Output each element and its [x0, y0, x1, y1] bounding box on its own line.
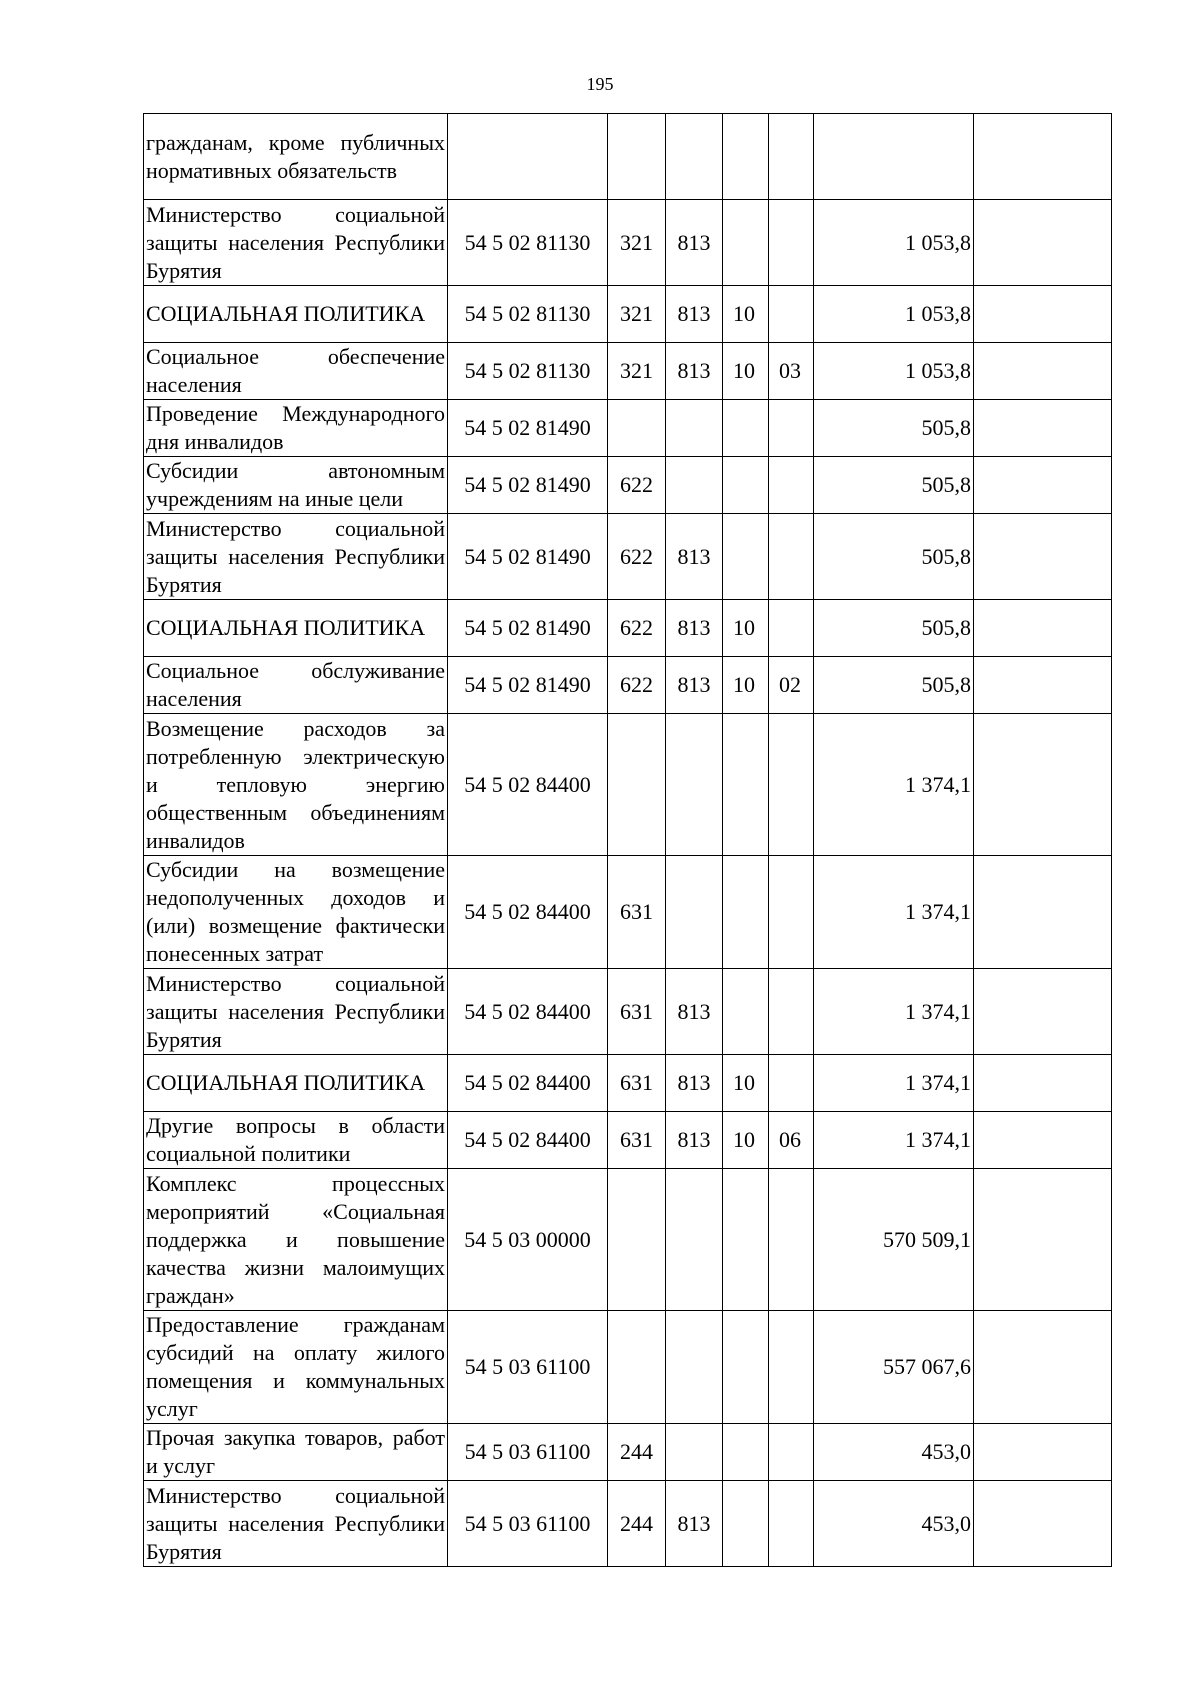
cell-name: СОЦИАЛЬНАЯ ПОЛИТИКА: [144, 286, 448, 343]
cell-grbs: [666, 1311, 723, 1424]
cell-name: СОЦИАЛЬНАЯ ПОЛИТИКА: [144, 1055, 448, 1112]
cell-subsection: [769, 400, 814, 457]
cell-name: Министерство социальной защиты населения Республики Бурятия: [144, 514, 448, 600]
cell-amount: 453,0: [814, 1481, 974, 1567]
cell-target-code: 54 5 03 00000: [448, 1169, 608, 1311]
table-row: [144, 1112, 1112, 1169]
cell-grbs: 813: [666, 1481, 723, 1567]
cell-expense-type: 244: [608, 1481, 666, 1567]
cell-extra: [974, 1112, 1112, 1169]
cell-subsection: [769, 1481, 814, 1567]
cell-expense-type: 244: [608, 1424, 666, 1481]
cell-grbs: 813: [666, 286, 723, 343]
cell-extra: [974, 1055, 1112, 1112]
cell-grbs: [666, 856, 723, 969]
cell-amount: 453,0: [814, 1424, 974, 1481]
cell-subsection: [769, 1169, 814, 1311]
cell-subsection: [769, 856, 814, 969]
cell-grbs: [666, 1169, 723, 1311]
cell-extra: [974, 200, 1112, 286]
cell-section: 10: [723, 1112, 769, 1169]
cell-amount: 505,8: [814, 457, 974, 514]
table-row: [144, 343, 1112, 400]
table-row: [144, 969, 1112, 1055]
cell-target-code: 54 5 02 84400: [448, 1055, 608, 1112]
cell-section: 10: [723, 657, 769, 714]
table-row: [144, 400, 1112, 457]
cell-expense-type: 631: [608, 1112, 666, 1169]
cell-grbs: [666, 400, 723, 457]
cell-name: Предоставление гражданам субсидий на оплату жилого помещения и коммунальных услуг: [144, 1311, 448, 1424]
cell-target-code: 54 5 02 81490: [448, 657, 608, 714]
cell-expense-type: 631: [608, 1055, 666, 1112]
cell-expense-type: 631: [608, 856, 666, 969]
cell-amount: 505,8: [814, 657, 974, 714]
cell-grbs: 813: [666, 1112, 723, 1169]
cell-expense-type: [608, 400, 666, 457]
cell-subsection: [769, 114, 814, 200]
cell-target-code: 54 5 02 84400: [448, 714, 608, 856]
cell-target-code: 54 5 02 84400: [448, 969, 608, 1055]
cell-expense-type: 622: [608, 514, 666, 600]
cell-subsection: [769, 457, 814, 514]
budget-table: [143, 113, 1112, 1567]
cell-section: [723, 200, 769, 286]
table-row: [144, 514, 1112, 600]
cell-amount: 505,8: [814, 514, 974, 600]
cell-expense-type: 321: [608, 343, 666, 400]
cell-name: Проведение Международного дня инвалидов: [144, 400, 448, 457]
cell-amount: 505,8: [814, 400, 974, 457]
table-row: [144, 1481, 1112, 1567]
cell-section: [723, 1424, 769, 1481]
cell-grbs: 813: [666, 1055, 723, 1112]
cell-expense-type: 321: [608, 200, 666, 286]
cell-extra: [974, 343, 1112, 400]
cell-expense-type: 622: [608, 600, 666, 657]
cell-amount: 570 509,1: [814, 1169, 974, 1311]
table-row: [144, 657, 1112, 714]
cell-target-code: 54 5 02 81490: [448, 600, 608, 657]
cell-target-code: 54 5 02 84400: [448, 1112, 608, 1169]
cell-section: [723, 969, 769, 1055]
table-row: [144, 856, 1112, 969]
cell-target-code: 54 5 03 61100: [448, 1424, 608, 1481]
cell-expense-type: 622: [608, 457, 666, 514]
cell-amount: 557 067,6: [814, 1311, 974, 1424]
cell-extra: [974, 1424, 1112, 1481]
cell-expense-type: [608, 714, 666, 856]
cell-section: [723, 1169, 769, 1311]
cell-grbs: [666, 114, 723, 200]
cell-section: [723, 114, 769, 200]
cell-expense-type: 321: [608, 286, 666, 343]
cell-subsection: 03: [769, 343, 814, 400]
cell-name: Социальное обслуживание населения: [144, 657, 448, 714]
cell-grbs: 813: [666, 514, 723, 600]
cell-section: [723, 514, 769, 600]
cell-extra: [974, 969, 1112, 1055]
cell-amount: 1 053,8: [814, 286, 974, 343]
cell-amount: 1 374,1: [814, 969, 974, 1055]
cell-target-code: 54 5 02 84400: [448, 856, 608, 969]
cell-subsection: [769, 969, 814, 1055]
cell-subsection: 02: [769, 657, 814, 714]
cell-grbs: 813: [666, 657, 723, 714]
cell-name: Другие вопросы в области социальной политики: [144, 1112, 448, 1169]
cell-extra: [974, 714, 1112, 856]
cell-subsection: [769, 714, 814, 856]
cell-section: 10: [723, 343, 769, 400]
cell-amount: 1 053,8: [814, 200, 974, 286]
cell-section: [723, 714, 769, 856]
cell-section: 10: [723, 1055, 769, 1112]
cell-subsection: [769, 1311, 814, 1424]
cell-amount: 1 053,8: [814, 343, 974, 400]
cell-subsection: 06: [769, 1112, 814, 1169]
cell-grbs: 813: [666, 969, 723, 1055]
cell-subsection: [769, 600, 814, 657]
cell-extra: [974, 400, 1112, 457]
cell-name: Министерство социальной защиты населения Республики Бурятия: [144, 200, 448, 286]
table-row: [144, 114, 1112, 200]
cell-expense-type: [608, 1311, 666, 1424]
cell-target-code: 54 5 02 81490: [448, 514, 608, 600]
cell-name: Прочая закупка товаров, работ и услуг: [144, 1424, 448, 1481]
table-row: [144, 200, 1112, 286]
table-row: [144, 1055, 1112, 1112]
cell-expense-type: [608, 114, 666, 200]
cell-subsection: [769, 514, 814, 600]
cell-name: Возмещение расходов за потребленную электрическую и тепловую энергию общественным объединениям инвалидов: [144, 714, 448, 856]
cell-section: 10: [723, 600, 769, 657]
table-row: [144, 1311, 1112, 1424]
cell-grbs: 813: [666, 200, 723, 286]
cell-name: Комплекс процессных мероприятий «Социальная поддержка и повышение качества жизни малоимущих граждан»: [144, 1169, 448, 1311]
cell-name: Министерство социальной защиты населения Республики Бурятия: [144, 969, 448, 1055]
cell-grbs: 813: [666, 600, 723, 657]
cell-extra: [974, 457, 1112, 514]
table-row: [144, 600, 1112, 657]
cell-amount: 1 374,1: [814, 856, 974, 969]
table-row: [144, 1169, 1112, 1311]
cell-extra: [974, 514, 1112, 600]
cell-subsection: [769, 1424, 814, 1481]
table-row: [144, 457, 1112, 514]
cell-section: 10: [723, 286, 769, 343]
cell-amount: [814, 114, 974, 200]
table-row: [144, 286, 1112, 343]
cell-expense-type: 622: [608, 657, 666, 714]
cell-subsection: [769, 200, 814, 286]
cell-amount: 505,8: [814, 600, 974, 657]
cell-subsection: [769, 286, 814, 343]
cell-target-code: 54 5 02 81490: [448, 400, 608, 457]
cell-extra: [974, 856, 1112, 969]
cell-name: Субсидии на возмещение недополученных доходов и (или) возмещение фактически понесенных затрат: [144, 856, 448, 969]
cell-expense-type: 631: [608, 969, 666, 1055]
cell-extra: [974, 114, 1112, 200]
cell-target-code: [448, 114, 608, 200]
cell-name: Министерство социальной защиты населения Республики Бурятия: [144, 1481, 448, 1567]
cell-name: Субсидии автономным учреждениям на иные цели: [144, 457, 448, 514]
cell-amount: 1 374,1: [814, 714, 974, 856]
cell-extra: [974, 657, 1112, 714]
cell-extra: [974, 1169, 1112, 1311]
budget-table-body: [144, 114, 1112, 1567]
cell-extra: [974, 1311, 1112, 1424]
cell-grbs: [666, 457, 723, 514]
cell-section: [723, 400, 769, 457]
cell-target-code: 54 5 03 61100: [448, 1481, 608, 1567]
cell-extra: [974, 600, 1112, 657]
cell-grbs: [666, 714, 723, 856]
cell-subsection: [769, 1055, 814, 1112]
table-row: [144, 1424, 1112, 1481]
cell-section: [723, 1481, 769, 1567]
cell-extra: [974, 1481, 1112, 1567]
cell-target-code: 54 5 02 81130: [448, 200, 608, 286]
cell-section: [723, 1311, 769, 1424]
cell-name: гражданам, кроме публичных нормативных обязательств: [144, 114, 448, 200]
cell-name: СОЦИАЛЬНАЯ ПОЛИТИКА: [144, 600, 448, 657]
cell-target-code: 54 5 02 81130: [448, 343, 608, 400]
cell-section: [723, 856, 769, 969]
cell-target-code: 54 5 03 61100: [448, 1311, 608, 1424]
cell-expense-type: [608, 1169, 666, 1311]
cell-grbs: 813: [666, 343, 723, 400]
table-row: [144, 714, 1112, 856]
cell-amount: 1 374,1: [814, 1055, 974, 1112]
cell-name: Социальное обеспечение населения: [144, 343, 448, 400]
cell-target-code: 54 5 02 81130: [448, 286, 608, 343]
cell-section: [723, 457, 769, 514]
page-number: 195: [586, 74, 614, 94]
cell-extra: [974, 286, 1112, 343]
cell-grbs: [666, 1424, 723, 1481]
cell-target-code: 54 5 02 81490: [448, 457, 608, 514]
cell-amount: 1 374,1: [814, 1112, 974, 1169]
